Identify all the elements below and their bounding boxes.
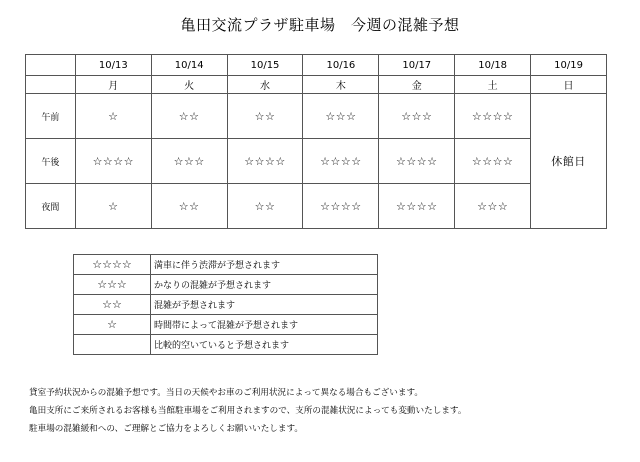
star-rating-cell: ☆☆ [227, 184, 303, 229]
row-label: 午前 [26, 94, 76, 139]
date-cell: 10/16 [303, 55, 379, 76]
star-rating-cell: ☆☆ [151, 94, 227, 139]
corner-cell [26, 76, 76, 94]
note-line: 亀田支所にご来所されるお客様も当館駐車場をご利用されますので、支所の混雑状況によっても変動いたします。 [29, 406, 467, 416]
weekday-cell: 水 [227, 76, 303, 94]
congestion-forecast-table [25, 54, 607, 229]
star-rating-cell: ☆☆☆ [303, 94, 379, 139]
note-line: 駐車場の混雑緩和への、ご理解とご協力をよろしくお願いいたします。 [29, 424, 303, 434]
morning-row [26, 94, 607, 139]
date-cell: 10/13 [75, 55, 151, 76]
star-rating-cell: ☆☆☆☆ [455, 94, 531, 139]
legend-stars: ☆ [74, 315, 151, 335]
star-rating-cell: ☆☆☆☆ [75, 139, 151, 184]
star-rating-cell: ☆ [75, 184, 151, 229]
legend-row [74, 255, 378, 275]
weekday-header-row [26, 76, 607, 94]
row-label: 夜間 [26, 184, 76, 229]
weekday-cell: 金 [379, 76, 455, 94]
weekday-cell: 土 [455, 76, 531, 94]
page-title: 亀田交流プラザ駐車場 今週の混雑予想 [180, 16, 460, 34]
star-rating-cell: ☆☆☆ [379, 94, 455, 139]
star-rating-cell: ☆☆☆☆ [303, 139, 379, 184]
legend-row [74, 315, 378, 335]
star-rating-cell: ☆☆☆ [455, 184, 531, 229]
weekday-cell: 日 [531, 76, 607, 94]
weekday-cell: 月 [75, 76, 151, 94]
date-cell: 10/19 [531, 55, 607, 76]
night-row [26, 184, 607, 229]
date-cell: 10/15 [227, 55, 303, 76]
legend-description: かなりの混雑が予想されます [151, 275, 378, 295]
corner-cell [26, 55, 76, 76]
star-rating-cell: ☆☆☆☆ [303, 184, 379, 229]
date-cell: 10/17 [379, 55, 455, 76]
legend-description: 比較的空いていると予想されます [151, 335, 378, 355]
legend-description: 混雑が予想されます [151, 295, 378, 315]
date-header-row [26, 55, 607, 76]
weekday-cell: 木 [303, 76, 379, 94]
legend-stars: ☆☆ [74, 295, 151, 315]
star-rating-cell: ☆☆☆ [151, 139, 227, 184]
star-rating-cell: ☆☆ [151, 184, 227, 229]
legend-description: 満車に伴う渋滞が予想されます [151, 255, 378, 275]
date-cell: 10/18 [455, 55, 531, 76]
legend-row [74, 335, 378, 355]
row-label: 午後 [26, 139, 76, 184]
weekday-cell: 火 [151, 76, 227, 94]
legend-description: 時間帯によって混雑が予想されます [151, 315, 378, 335]
legend-stars: ☆☆☆ [74, 275, 151, 295]
afternoon-row [26, 139, 607, 184]
star-rating-cell: ☆ [75, 94, 151, 139]
star-rating-cell: ☆☆☆☆ [227, 139, 303, 184]
notes [29, 384, 629, 438]
legend-stars [74, 335, 151, 355]
legend-stars: ☆☆☆☆ [74, 255, 151, 275]
star-rating-cell: ☆☆☆☆ [379, 184, 455, 229]
star-rating-cell: ☆☆ [227, 94, 303, 139]
closed-day-cell: 休館日 [531, 94, 607, 229]
star-rating-cell: ☆☆☆☆ [379, 139, 455, 184]
star-rating-cell: ☆☆☆☆ [455, 139, 531, 184]
legend-table [73, 254, 378, 355]
date-cell: 10/14 [151, 55, 227, 76]
note-line: 貸室予約状況からの混雑予想です。当日の天候やお車のご利用状況によって異なる場合もございます。 [29, 388, 423, 398]
legend-row [74, 295, 378, 315]
legend-row [74, 275, 378, 295]
